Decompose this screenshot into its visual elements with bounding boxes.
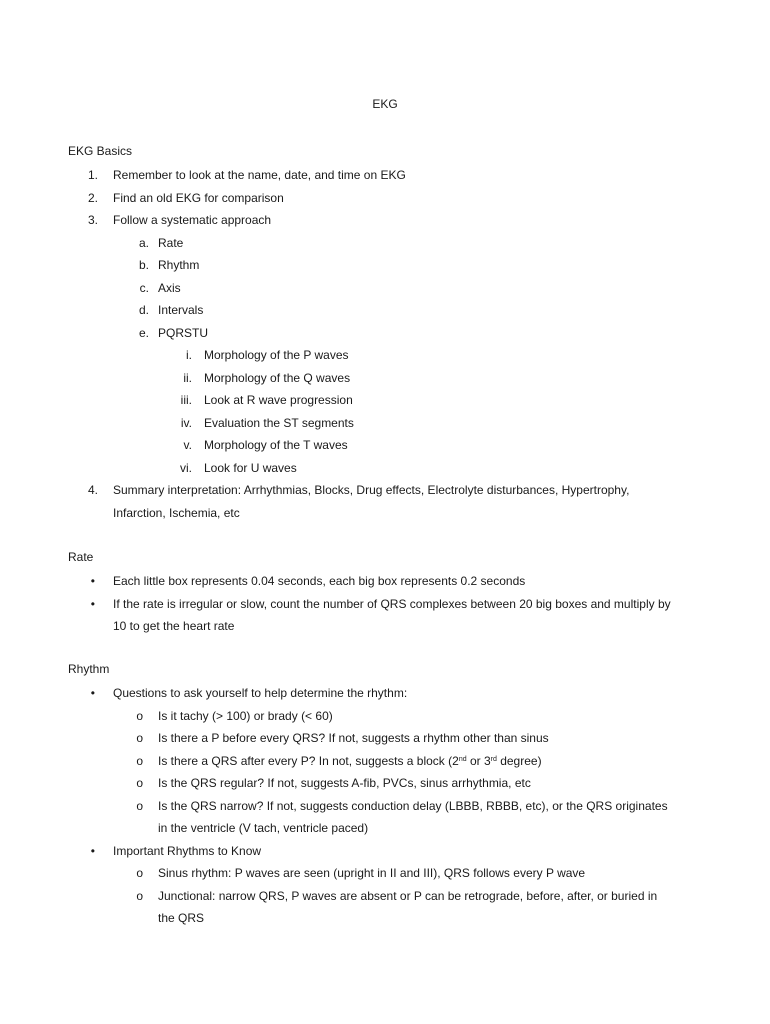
item-text: Is the QRS regular? If not, suggests A-fib, PVCs, sinus arrhythmia, etc	[158, 776, 531, 790]
lettered-item	[68, 322, 708, 345]
item-roman: iv.	[180, 415, 192, 430]
bullet-icon: •	[90, 574, 95, 588]
item-letter: b.	[138, 258, 149, 272]
numbered-item-continuation	[68, 502, 708, 525]
item-number: 1.	[87, 168, 98, 182]
item-roman: i.	[186, 348, 192, 362]
item-number: 4.	[87, 483, 98, 497]
sub-bullet-item	[68, 727, 708, 750]
item-number: 2.	[87, 190, 98, 205]
item-roman: ii.	[183, 370, 192, 385]
sub-bullet-item	[68, 772, 708, 795]
roman-item	[68, 457, 708, 480]
roman-item	[68, 412, 708, 435]
lettered-item	[68, 254, 708, 277]
bullet-item	[68, 570, 708, 593]
bullet-icon: •	[90, 843, 95, 858]
circle-bullet-icon: o	[136, 708, 143, 723]
item-text: Look at R wave progression	[204, 393, 353, 407]
item-roman: vi.	[180, 460, 192, 475]
item-text: Is it tachy (> 100) or brady (< 60)	[158, 708, 333, 723]
item-text: the QRS	[158, 911, 205, 925]
sub-bullet-item	[68, 795, 708, 818]
item-text: Is there a P before every QRS? If not, suggests a rhythm other than sinus	[158, 731, 549, 745]
numbered-item	[68, 187, 708, 210]
item-text: Rhythm	[158, 258, 200, 272]
item-text: Find an old EKG for comparison	[113, 190, 284, 205]
sub-bullet-item-continuation	[68, 817, 708, 840]
lettered-item	[68, 232, 708, 255]
item-text: Morphology of the P waves	[204, 348, 349, 362]
item-text: Summary interpretation: Arrhythmias, Blocks, Drug effects, Electrolyte disturbances, Hypertrophy,	[113, 483, 630, 497]
item-text: Morphology of the Q waves	[204, 370, 351, 385]
circle-bullet-icon: o	[136, 866, 143, 880]
bullet-item	[68, 682, 708, 705]
section-heading-rate: Rate	[68, 550, 94, 564]
sub-bullet-item	[68, 750, 708, 773]
sub-bullet-item	[68, 705, 708, 728]
sub-bullet-item	[68, 885, 708, 908]
item-roman: v.	[183, 438, 192, 452]
item-text: in the ventricle (V tach, ventricle paced)	[158, 821, 369, 835]
circle-bullet-icon: o	[136, 731, 143, 745]
item-text: Remember to look at the name, date, and time on EKG	[113, 168, 406, 182]
sub-bullet-item	[68, 862, 708, 885]
document-title: EKG	[372, 97, 398, 111]
section-heading-ekg-basics: EKG Basics	[68, 144, 133, 158]
item-letter: e.	[138, 325, 149, 340]
item-text: Intervals	[158, 303, 204, 317]
section-rhythm	[68, 660, 708, 930]
item-text: 10 to get the heart rate	[113, 619, 235, 633]
bullet-item	[68, 840, 708, 863]
numbered-item	[68, 164, 708, 187]
item-text: Each little box represents 0.04 seconds, each big box represents 0.2 seconds	[113, 574, 526, 588]
item-text: Rate	[158, 235, 184, 250]
item-text: Is there a QRS after every P? In not, suggests a block (2nd or 3rd degree)	[158, 753, 542, 768]
sub-bullet-item-continuation	[68, 907, 708, 930]
roman-item	[68, 367, 708, 390]
item-text: Follow a systematic approach	[113, 213, 272, 227]
circle-bullet-icon: o	[136, 798, 143, 813]
item-letter: c.	[139, 280, 149, 295]
bullet-item-continuation	[68, 615, 708, 638]
item-text: If the rate is irregular or slow, count the number of QRS complexes between 20 big boxes and multiply by	[113, 596, 671, 611]
item-letter: a.	[138, 235, 149, 250]
circle-bullet-icon: o	[136, 888, 143, 903]
numbered-item	[68, 209, 708, 232]
section-rate	[68, 548, 708, 638]
circle-bullet-icon: o	[136, 753, 143, 768]
bullet-item	[68, 593, 708, 616]
section-heading-rhythm: Rhythm	[68, 662, 110, 676]
item-roman: iii.	[180, 393, 192, 407]
item-text: Morphology of the T waves	[204, 438, 348, 452]
item-text: Sinus rhythm: P waves are seen (upright in II and III), QRS follows every P wave	[158, 866, 586, 880]
item-number: 3.	[87, 213, 98, 227]
item-letter: d.	[138, 303, 149, 317]
lettered-item	[68, 277, 708, 300]
roman-item	[68, 389, 708, 412]
item-text: Infarction, Ischemia, etc	[113, 505, 240, 520]
item-text: Questions to ask yourself to help determine the rhythm:	[113, 686, 408, 700]
item-text: Junctional: narrow QRS, P waves are absent or P can be retrograde, before, after, or buried in	[158, 888, 658, 903]
item-text: PQRSTU	[158, 325, 209, 340]
bullet-icon: •	[90, 596, 95, 611]
circle-bullet-icon: o	[136, 776, 143, 790]
item-text: Axis	[158, 280, 181, 295]
item-text: Evaluation the ST segments	[204, 415, 354, 430]
numbered-item	[68, 479, 708, 502]
item-text: Is the QRS narrow? If not, suggests conduction delay (LBBB, RBBB, etc), or the QRS originates	[158, 798, 668, 813]
item-text: Important Rhythms to Know	[113, 843, 262, 858]
bullet-icon: •	[90, 686, 95, 700]
section-ekg-basics	[68, 142, 708, 524]
lettered-item	[68, 299, 708, 322]
item-text: Look for U waves	[204, 460, 297, 475]
roman-item	[68, 344, 708, 367]
roman-item	[68, 434, 708, 457]
